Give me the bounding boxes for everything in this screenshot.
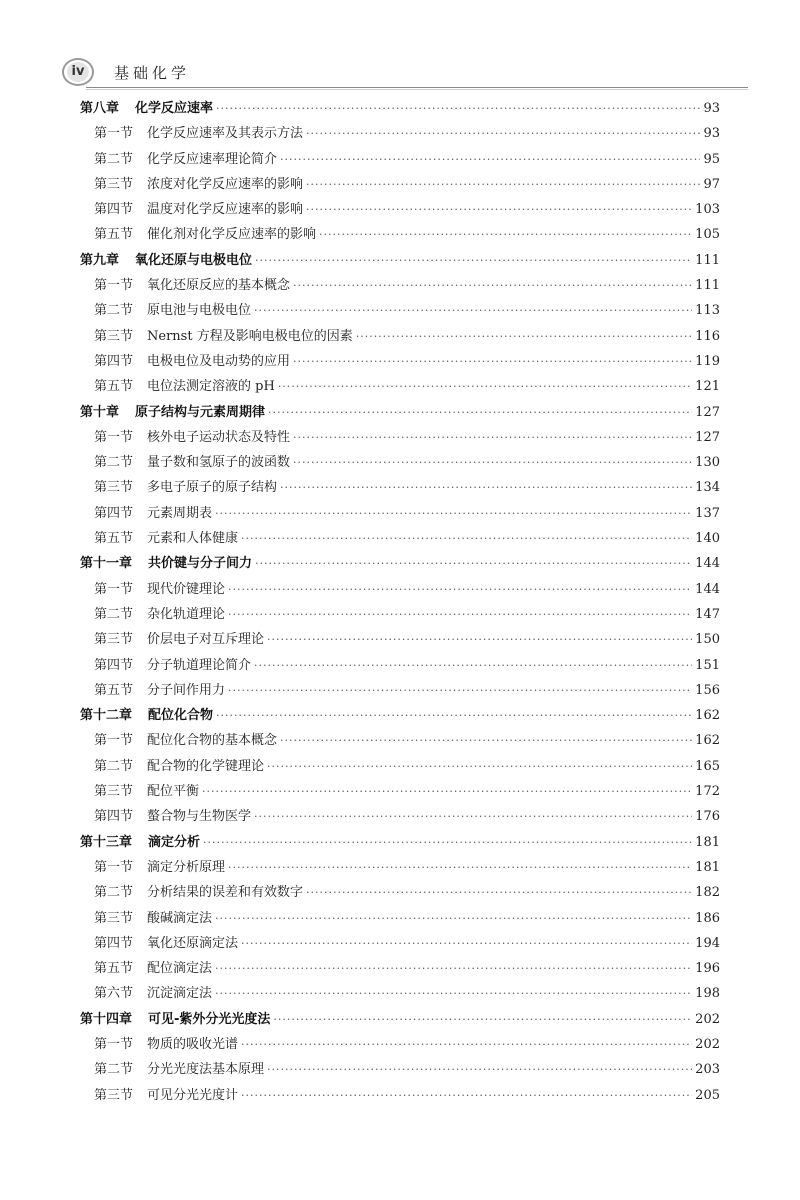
toc-section-row[interactable] — [80, 526, 720, 551]
page-header — [58, 56, 748, 90]
section-number: 第三节 — [94, 1087, 134, 1103]
dot-leader — [241, 1083, 692, 1108]
toc-section-row[interactable] — [80, 273, 720, 298]
page-number: 186 — [695, 910, 720, 926]
toc-section-row[interactable] — [80, 425, 720, 450]
dot-leader — [293, 273, 692, 298]
chapter-number: 第十章 — [80, 404, 120, 420]
page-number: 121 — [695, 379, 720, 395]
page-number: 203 — [695, 1062, 720, 1078]
toc-section-row[interactable] — [80, 754, 720, 779]
dot-leader — [254, 653, 692, 678]
section-title: Nernst 方程及影响电极电位的因素 — [147, 328, 353, 344]
section-title: 沉淀滴定法 — [147, 986, 213, 1002]
section-number: 第四节 — [94, 809, 134, 825]
section-number: 第二节 — [94, 303, 134, 319]
toc-section-row[interactable] — [80, 121, 720, 146]
section-title: 浓度对化学反应速率的影响 — [147, 176, 304, 192]
dot-leader — [228, 602, 692, 627]
section-number: 第二节 — [94, 885, 134, 901]
section-number: 第二节 — [94, 758, 134, 774]
dot-leader — [216, 96, 700, 121]
dot-leader — [267, 754, 692, 779]
toc-section-row[interactable] — [80, 906, 720, 931]
chapter-title: 配位化合物 — [148, 708, 214, 724]
section-number: 第一节 — [94, 126, 134, 142]
page-number: 202 — [695, 1011, 720, 1027]
page-number: 134 — [695, 480, 720, 496]
section-number: 第四节 — [94, 505, 134, 521]
section-number: 第一节 — [94, 429, 134, 445]
section-title: 分光光度法基本原理 — [147, 1062, 265, 1078]
toc-section-row[interactable] — [80, 450, 720, 475]
section-title: 物质的吸收光谱 — [147, 1036, 239, 1052]
page-number: 105 — [695, 227, 720, 243]
section-number: 第三节 — [94, 480, 134, 496]
dot-leader — [216, 703, 692, 728]
section-title: 配位化合物的基本概念 — [147, 733, 278, 749]
toc-chapter-row[interactable] — [80, 248, 720, 273]
header-rule — [86, 87, 748, 88]
section-number: 第二节 — [94, 151, 134, 167]
dot-leader — [254, 298, 692, 323]
section-number: 第五节 — [94, 227, 134, 243]
page-number: 127 — [695, 429, 720, 445]
chapter-number: 第九章 — [80, 252, 120, 268]
chapter-number: 第十二章 — [80, 708, 133, 724]
section-number: 第五节 — [94, 682, 134, 698]
section-number: 第六节 — [94, 986, 134, 1002]
page-number: 196 — [695, 961, 720, 977]
page-number: 111 — [695, 252, 720, 268]
section-number: 第三节 — [94, 784, 134, 800]
section-title: 滴定分析原理 — [147, 859, 226, 875]
dot-leader — [215, 981, 692, 1006]
dot-leader — [241, 1032, 692, 1057]
toc-section-row[interactable] — [80, 172, 720, 197]
page-number: 137 — [695, 505, 720, 521]
section-title: 电位法测定溶液的 pH — [147, 379, 275, 395]
header-rule-shadow — [86, 89, 748, 90]
toc-section-row[interactable] — [80, 298, 720, 323]
page-number: 151 — [695, 657, 720, 673]
toc-section-row[interactable] — [80, 678, 720, 703]
page-number: 113 — [695, 303, 720, 319]
toc-section-row[interactable] — [80, 1057, 720, 1082]
toc-section-row[interactable] — [80, 880, 720, 905]
dot-leader — [228, 678, 692, 703]
section-title: 杂化轨道理论 — [147, 606, 226, 622]
page-number: 156 — [695, 682, 720, 698]
section-number: 第五节 — [94, 961, 134, 977]
book-title: 基础化学 — [114, 64, 191, 82]
dot-leader — [255, 248, 692, 273]
page-number: 162 — [695, 733, 720, 749]
page-number: 119 — [695, 353, 720, 369]
toc-section-row[interactable] — [80, 374, 720, 399]
section-title: 量子数和氢原子的波函数 — [147, 455, 291, 471]
page-number: 205 — [695, 1087, 720, 1103]
section-title: 配合物的化学键理论 — [147, 758, 265, 774]
section-number: 第四节 — [94, 657, 134, 673]
dot-leader — [241, 526, 692, 551]
dot-leader — [267, 627, 692, 652]
page-number: 93 — [703, 126, 720, 142]
toc-section-row[interactable] — [80, 197, 720, 222]
page-number: 194 — [695, 935, 720, 951]
section-number: 第一节 — [94, 733, 134, 749]
section-title: 原电池与电极电位 — [147, 303, 252, 319]
section-number: 第三节 — [94, 176, 134, 192]
toc-section-row[interactable] — [80, 602, 720, 627]
dot-leader — [215, 501, 692, 526]
toc-section-row[interactable] — [80, 779, 720, 804]
dot-leader — [268, 400, 692, 425]
dot-leader — [228, 855, 692, 880]
section-title: 多电子原子的原子结构 — [147, 480, 278, 496]
page-number: 103 — [695, 202, 720, 218]
section-number: 第四节 — [94, 353, 134, 369]
toc-section-row[interactable] — [80, 147, 720, 172]
section-title: 价层电子对互斥理论 — [147, 632, 265, 648]
toc-section-row[interactable] — [80, 1083, 720, 1108]
section-title: 化学反应速率理论简介 — [147, 151, 278, 167]
section-number: 第一节 — [94, 1036, 134, 1052]
section-title: 可见分光光度计 — [147, 1087, 239, 1103]
section-number: 第五节 — [94, 379, 134, 395]
section-title: 配位滴定法 — [147, 961, 213, 977]
section-title: 配位平衡 — [147, 784, 200, 800]
chapter-title: 共价键与分子间力 — [148, 556, 253, 572]
chapter-title: 氧化还原与电极电位 — [135, 252, 253, 268]
section-number: 第二节 — [94, 455, 134, 471]
page-number: 127 — [695, 404, 720, 420]
section-title: 核外电子运动状态及特性 — [147, 429, 291, 445]
dot-leader — [293, 425, 692, 450]
section-title: 分子轨道理论简介 — [147, 657, 252, 673]
page-number: 130 — [695, 455, 720, 471]
chapter-number: 第十一章 — [80, 556, 133, 572]
section-number: 第一节 — [94, 278, 134, 294]
section-title: 温度对化学反应速率的影响 — [147, 202, 304, 218]
toc-section-row[interactable] — [80, 627, 720, 652]
dot-leader — [356, 324, 692, 349]
chapter-number: 第十三章 — [80, 834, 133, 850]
section-title: 氧化还原反应的基本概念 — [147, 278, 291, 294]
page-number: 202 — [695, 1036, 720, 1052]
toc-chapter-row[interactable] — [80, 830, 720, 855]
toc-chapter-row[interactable] — [80, 400, 720, 425]
page-number: 182 — [695, 885, 720, 901]
dot-leader — [215, 906, 692, 931]
page-number: 198 — [695, 986, 720, 1002]
page-number: 97 — [703, 176, 720, 192]
dot-leader — [280, 475, 692, 500]
page-number: 176 — [695, 809, 720, 825]
section-title: 催化剂对化学反应速率的影响 — [147, 227, 317, 243]
chapter-title: 原子结构与元素周期律 — [135, 404, 266, 420]
toc-chapter-row[interactable] — [80, 96, 720, 121]
page-number: 93 — [703, 101, 720, 116]
section-number: 第五节 — [94, 531, 134, 547]
toc-chapter-row[interactable] — [80, 703, 720, 728]
toc-section-row[interactable] — [80, 324, 720, 349]
section-number: 第二节 — [94, 1062, 134, 1078]
toc-chapter-row[interactable] — [80, 551, 720, 576]
section-title: 电极电位及电动势的应用 — [147, 353, 291, 369]
page-number: 165 — [695, 758, 720, 774]
section-title: 氧化还原滴定法 — [147, 935, 239, 951]
dot-leader — [273, 1007, 692, 1032]
page-number: 162 — [695, 708, 720, 724]
section-title: 元素周期表 — [147, 505, 213, 521]
page-number: 144 — [695, 581, 720, 597]
toc-section-row[interactable] — [80, 577, 720, 602]
dot-leader — [306, 121, 700, 146]
section-number: 第四节 — [94, 935, 134, 951]
dot-leader — [267, 1057, 692, 1082]
toc-chapter-row[interactable] — [80, 1007, 720, 1032]
page-number: 95 — [703, 151, 720, 167]
toc-section-row[interactable] — [80, 653, 720, 678]
table-of-contents — [80, 96, 720, 1108]
page-number: 172 — [695, 784, 720, 800]
dot-leader — [319, 222, 692, 247]
toc-section-row[interactable] — [80, 222, 720, 247]
toc-section-row[interactable] — [80, 981, 720, 1006]
dot-leader — [306, 880, 692, 905]
dot-leader — [306, 197, 692, 222]
chapter-title: 化学反应速率 — [135, 101, 214, 116]
chapter-title: 滴定分析 — [148, 834, 201, 850]
section-number: 第三节 — [94, 910, 134, 926]
toc-section-row[interactable] — [80, 956, 720, 981]
dot-leader — [215, 956, 692, 981]
section-title: 化学反应速率及其表示方法 — [147, 126, 304, 142]
page-number: 181 — [695, 834, 720, 850]
section-number: 第二节 — [94, 606, 134, 622]
page-number-badge — [62, 58, 94, 86]
section-number: 第四节 — [94, 202, 134, 218]
page-number-label: iv — [67, 62, 89, 82]
toc-section-row[interactable] — [80, 501, 720, 526]
toc-section-row[interactable] — [80, 855, 720, 880]
dot-leader — [255, 551, 692, 576]
dot-leader — [293, 450, 692, 475]
page-number: 111 — [695, 278, 720, 294]
section-title: 现代价键理论 — [147, 581, 226, 597]
dot-leader — [278, 374, 692, 399]
page-number: 144 — [695, 556, 720, 572]
toc-section-row[interactable] — [80, 728, 720, 753]
section-title: 元素和人体健康 — [147, 531, 239, 547]
dot-leader — [293, 349, 692, 374]
section-title: 分析结果的误差和有效数字 — [147, 885, 304, 901]
page-number: 140 — [695, 531, 720, 547]
dot-leader — [202, 779, 692, 804]
section-title: 酸碱滴定法 — [147, 910, 213, 926]
dot-leader — [280, 147, 700, 172]
page-number: 150 — [695, 632, 720, 648]
chapter-number: 第十四章 — [80, 1011, 133, 1027]
toc-section-row[interactable] — [80, 804, 720, 829]
page-number: 116 — [695, 328, 720, 344]
section-number: 第一节 — [94, 581, 134, 597]
chapter-title: 可见-紫外分光光度法 — [148, 1011, 271, 1027]
section-number: 第一节 — [94, 859, 134, 875]
page-number: 147 — [695, 606, 720, 622]
section-number: 第三节 — [94, 328, 134, 344]
section-title: 螯合物与生物医学 — [147, 809, 252, 825]
toc-section-row[interactable] — [80, 475, 720, 500]
dot-leader — [203, 830, 692, 855]
section-title: 分子间作用力 — [147, 682, 226, 698]
dot-leader — [280, 728, 692, 753]
section-number: 第三节 — [94, 632, 134, 648]
dot-leader — [241, 931, 692, 956]
dot-leader — [254, 804, 692, 829]
page-number: 181 — [695, 859, 720, 875]
toc-section-row[interactable] — [80, 1032, 720, 1057]
toc-section-row[interactable] — [80, 349, 720, 374]
toc-section-row[interactable] — [80, 931, 720, 956]
dot-leader — [228, 577, 692, 602]
chapter-number: 第八章 — [80, 101, 120, 116]
dot-leader — [306, 172, 700, 197]
